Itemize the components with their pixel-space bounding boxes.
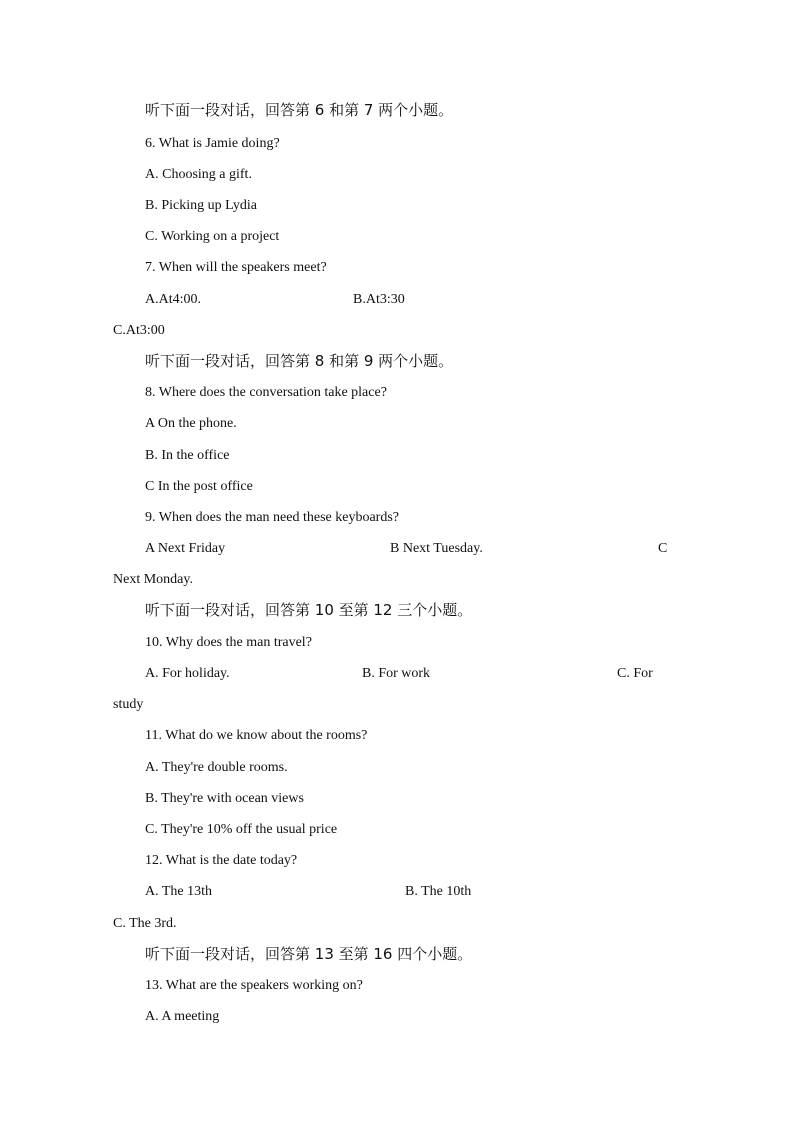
- question-text: 12. What is the date today?: [145, 853, 298, 868]
- option-text: C In the post office: [145, 479, 253, 494]
- section-instruction: 听下面一段对话，回答第 10 至第 12 三个小题。: [145, 601, 473, 619]
- section-instruction: 听下面一段对话，回答第 6 和第 7 两个小题。: [145, 101, 454, 119]
- option-text: A. Choosing a gift.: [145, 167, 252, 182]
- option-text: C. For: [617, 666, 653, 681]
- option-text: A Next Friday: [145, 541, 226, 556]
- question-text: 11. What do we know about the rooms?: [145, 728, 368, 743]
- question-text: 8. Where does the conversation take place?: [145, 385, 387, 400]
- option-text: C. They're 10% off the usual price: [145, 822, 338, 837]
- option-text: C. The 3rd.: [113, 916, 177, 931]
- option-text: B. They're with ocean views: [145, 791, 304, 806]
- option-text: Next Monday.: [113, 572, 193, 587]
- option-text: B.At3:30: [353, 292, 405, 307]
- option-text: B. In the office: [145, 448, 230, 463]
- option-text: A. The 13th: [145, 884, 213, 899]
- question-text: 9. When does the man need these keyboards?: [145, 510, 399, 525]
- option-text: B. For work: [362, 666, 431, 681]
- option-text: B Next Tuesday.: [390, 541, 483, 556]
- option-text: B. The 10th: [405, 884, 472, 899]
- section-instruction: 听下面一段对话，回答第 13 至第 16 四个小题。: [145, 945, 473, 963]
- option-text: A. They're double rooms.: [145, 760, 288, 775]
- question-text: 7. When will the speakers meet?: [145, 260, 327, 275]
- option-text: C: [658, 541, 668, 556]
- question-text: 13. What are the speakers working on?: [145, 978, 363, 993]
- option-text: B. Picking up Lydia: [145, 198, 257, 213]
- question-text: 10. Why does the man travel?: [145, 635, 312, 650]
- option-text: A. A meeting: [145, 1009, 220, 1024]
- option-text: A On the phone.: [145, 416, 237, 431]
- option-text: study: [113, 697, 144, 712]
- option-text: C. Working on a project: [145, 229, 280, 244]
- option-text: A.At4:00.: [145, 292, 201, 307]
- section-instruction: 听下面一段对话，回答第 8 和第 9 两个小题。: [145, 352, 454, 370]
- question-text: 6. What is Jamie doing?: [145, 136, 280, 151]
- option-text: A. For holiday.: [145, 666, 230, 681]
- option-text: C.At3:00: [113, 323, 165, 338]
